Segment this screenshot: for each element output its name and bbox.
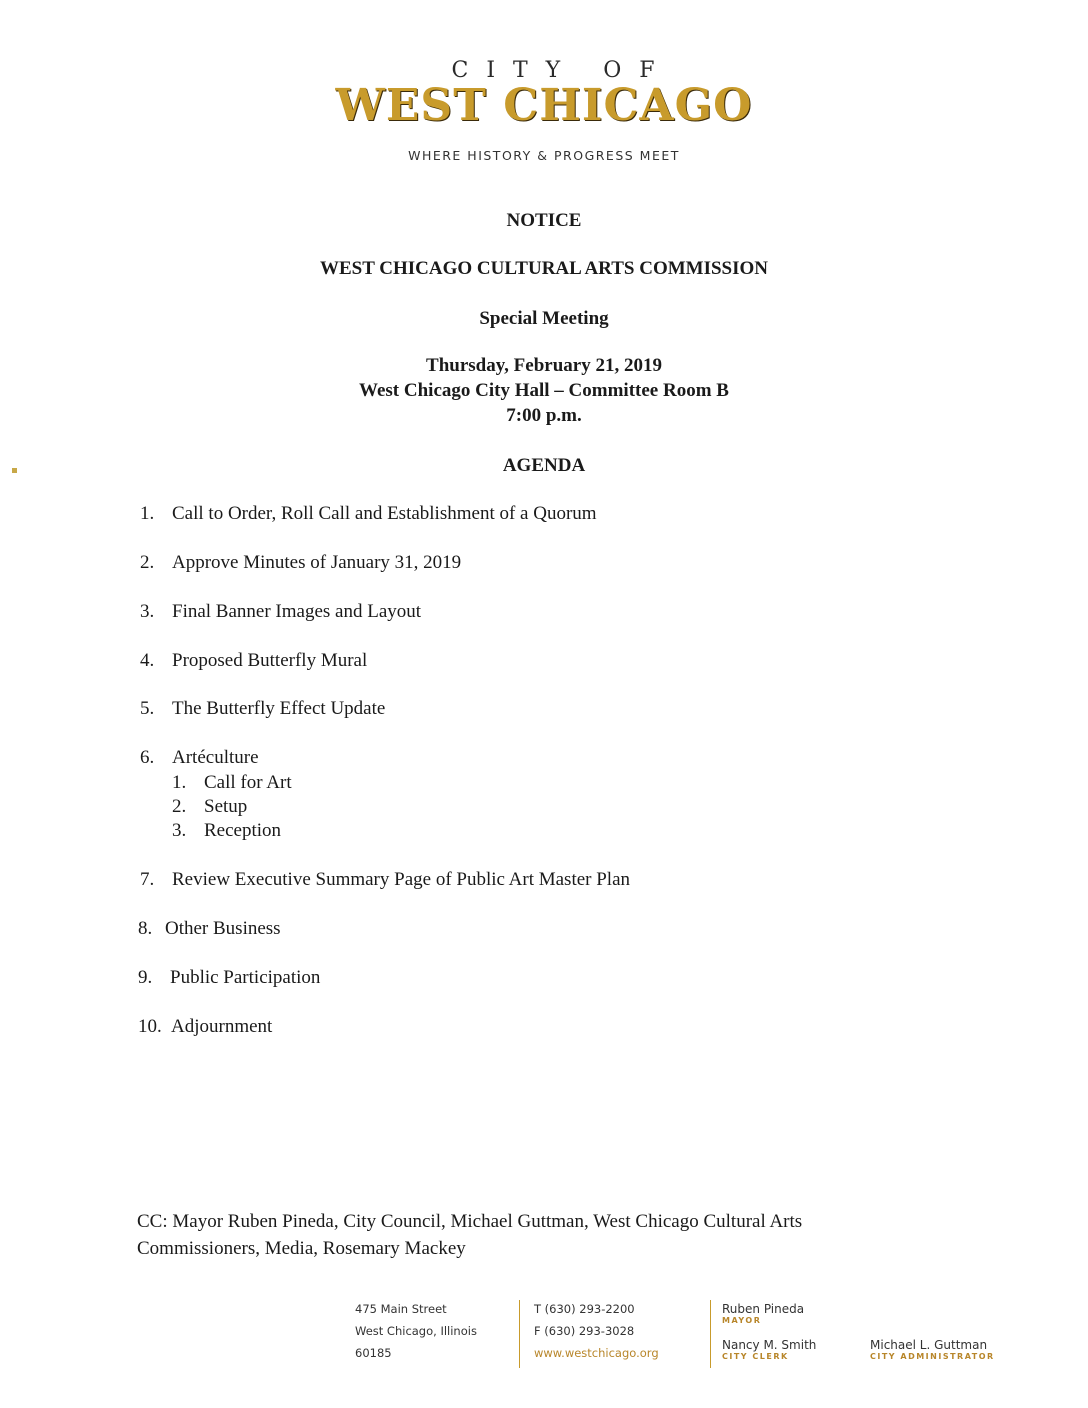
agenda-subitem-text: Reception xyxy=(204,820,282,841)
footer-address-zip: 60185 xyxy=(355,1346,392,1360)
agenda-item-number: 1. xyxy=(140,503,155,524)
agenda-item-text: Call to Order, Roll Call and Establishment of a Quorum xyxy=(172,503,597,524)
agenda-item-text: Approve Minutes of January 31, 2019 xyxy=(172,552,462,573)
footer-administrator xyxy=(870,1338,995,1361)
meeting-date: Thursday, February 21, 2019 xyxy=(426,355,662,376)
agenda-item-6 xyxy=(140,747,259,769)
agenda-subitem-2 xyxy=(172,796,247,818)
agenda-item-7 xyxy=(140,869,630,891)
agenda-item-text: Proposed Butterfly Mural xyxy=(172,650,368,671)
letterhead-city-of: CITY OF xyxy=(451,58,673,83)
agenda-item-8 xyxy=(138,918,281,940)
footer-contact xyxy=(534,1298,659,1364)
notice-heading: NOTICE xyxy=(506,210,582,231)
footer-website-link[interactable]: www.westchicago.org xyxy=(534,1346,659,1360)
agenda-item-number: 7. xyxy=(140,869,155,890)
letterhead-tagline: WHERE HISTORY & PROGRESS MEET xyxy=(408,148,680,163)
footer-address-city: West Chicago, Illinois xyxy=(355,1324,477,1338)
meeting-location: West Chicago City Hall – Committee Room B xyxy=(359,380,729,401)
mayor-name: Ruben Pineda xyxy=(722,1302,805,1316)
agenda-item-number: 9. xyxy=(138,967,153,988)
agenda-item-5 xyxy=(140,698,385,720)
clerk-title: CITY CLERK xyxy=(722,1352,789,1361)
agenda-item-4 xyxy=(140,650,367,672)
agenda-subitem-text: Setup xyxy=(204,796,248,817)
agenda-title: AGENDA xyxy=(502,455,586,476)
agenda-item-text: Final Banner Images and Layout xyxy=(172,601,422,622)
letterhead-city-name: WEST CHICAGO xyxy=(335,80,753,131)
footer-address-street: 475 Main Street xyxy=(355,1302,447,1316)
agenda-item-text: Other Business xyxy=(165,918,281,939)
agenda-item-10 xyxy=(138,1016,272,1038)
footer-clerk xyxy=(722,1338,816,1361)
administrator-name: Michael L. Guttman xyxy=(870,1338,988,1352)
mayor-title: MAYOR xyxy=(722,1316,762,1325)
agenda-item-text: Artéculture xyxy=(172,747,259,768)
agenda-subitem-number: 3. xyxy=(172,820,187,841)
footer-divider xyxy=(519,1300,520,1368)
agenda-subitem-text: Call for Art xyxy=(204,772,292,793)
agenda-item-text: Adjournment xyxy=(171,1016,273,1037)
agenda-item-number: 10. xyxy=(138,1016,162,1037)
agenda-item-number: 8. xyxy=(138,918,153,939)
cc-line-2: Commissioners, Media, Rosemary Mackey xyxy=(137,1238,466,1259)
agenda-item-text: Public Participation xyxy=(170,967,321,988)
footer-divider xyxy=(710,1300,711,1368)
agenda-item-text: The Butterfly Effect Update xyxy=(172,698,386,719)
agenda-subitem-1 xyxy=(172,772,292,794)
agenda-item-number: 3. xyxy=(140,601,155,622)
agenda-item-text: Review Executive Summary Page of Public Art Master Plan xyxy=(172,869,631,890)
agenda-item-1 xyxy=(140,503,597,525)
agenda-item-9 xyxy=(138,967,320,989)
footer-fax: F (630) 293-3028 xyxy=(534,1324,635,1338)
agenda-subitem-number: 2. xyxy=(172,796,187,817)
footer-address xyxy=(355,1298,477,1364)
administrator-title: CITY ADMINISTRATOR xyxy=(870,1352,995,1361)
footer-mayor xyxy=(722,1302,804,1325)
agenda-item-3 xyxy=(140,601,421,623)
cc-line-1: CC: Mayor Ruben Pineda, City Council, Michael Guttman, West Chicago Cultural Arts xyxy=(137,1211,803,1232)
agenda-subitem-number: 1. xyxy=(172,772,187,793)
agenda-item-2 xyxy=(140,552,461,574)
clerk-name: Nancy M. Smith xyxy=(722,1338,817,1352)
footer-phone: T (630) 293-2200 xyxy=(534,1302,635,1316)
agenda-item-number: 2. xyxy=(140,552,155,573)
agenda-item-number: 4. xyxy=(140,650,155,671)
cc-block xyxy=(137,1208,897,1262)
agenda-item-number: 6. xyxy=(140,747,155,768)
meeting-type: Special Meeting xyxy=(479,308,609,329)
commission-name: WEST CHICAGO CULTURAL ARTS COMMISSION xyxy=(319,258,769,279)
agenda-item-number: 5. xyxy=(140,698,155,719)
meeting-time: 7:00 p.m. xyxy=(506,405,582,426)
agenda-subitem-3 xyxy=(172,820,281,842)
